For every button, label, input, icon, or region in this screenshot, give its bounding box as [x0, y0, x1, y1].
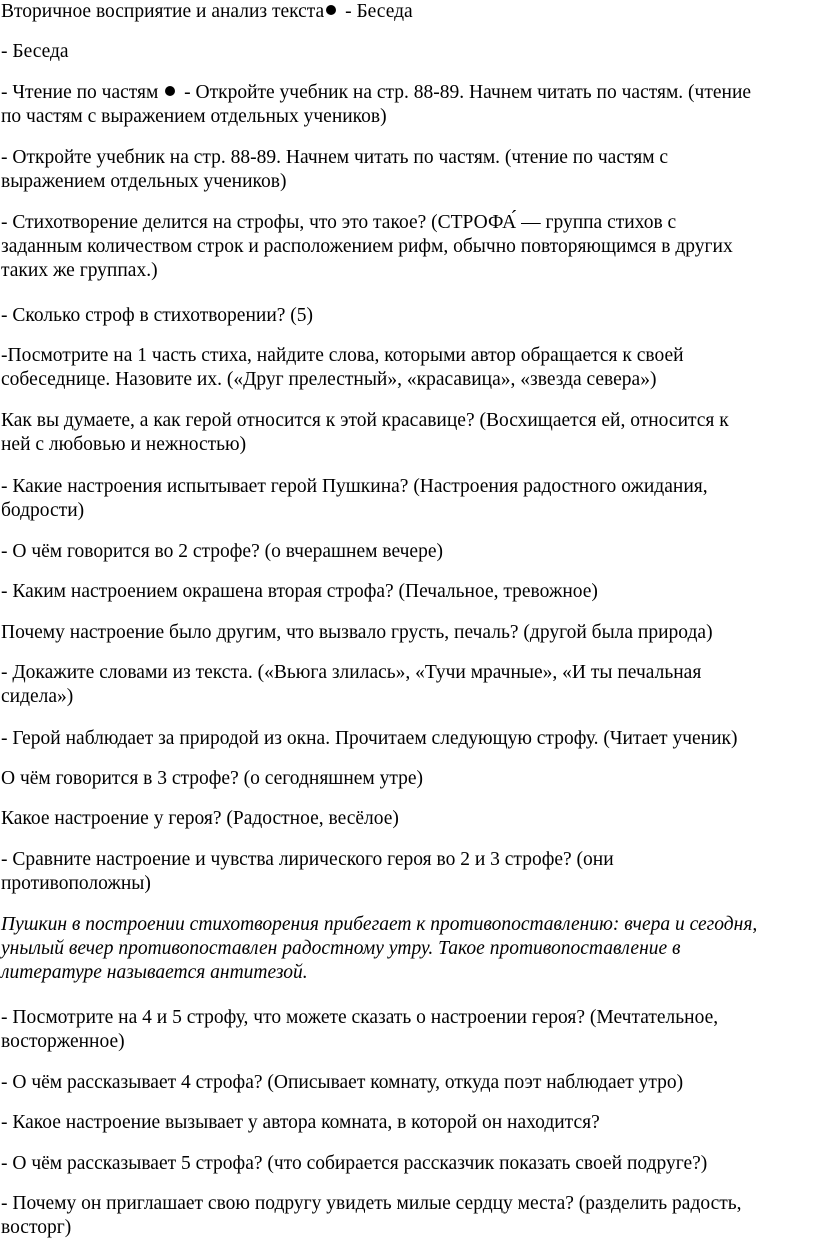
paragraph-line: собеседнице. Назовите их. («Друг прелестный», «красавица», «звезда севера»): [1, 369, 657, 390]
paragraph: [1, 807, 815, 831]
paragraph-line: выражением отдельных учеников): [1, 171, 287, 192]
paragraph: [1, 211, 815, 283]
paragraph-line: ней с любовью и нежностью): [1, 434, 247, 455]
paragraph-line: - Почему он приглашает свою подругу увидеть милые сердцу места? (разделить радость,: [1, 1193, 742, 1214]
paragraph-line: Почему настроение было другим, что вызвало грусть, печаль? (другой была природа): [1, 622, 713, 643]
paragraph: [1, 40, 815, 64]
italic-paragraph: [1, 913, 815, 985]
paragraph-line: - Докажите словами из текста. («Вьюга злилась», «Тучи мрачные», «И ты печальная: [1, 662, 702, 683]
paragraph-line: - Сколько строф в стихотворении? (5): [1, 305, 314, 326]
paragraph-line: Как вы думаете, а как герой относится к этой красавице? (Восхищается ей, относится к: [1, 410, 729, 431]
paragraph-line: литературе называется антитезой.: [1, 962, 308, 983]
paragraph: [1, 409, 815, 457]
paragraph: [1, 1071, 815, 1095]
paragraph: [1, 767, 815, 791]
paragraph: [1, 727, 815, 751]
paragraph: [1, 146, 815, 194]
paragraph-line: О чём говорится в 3 строфе? (о сегодняшнем утре): [1, 768, 424, 789]
paragraph-line: - О чём говорится во 2 строфе? (о вчерашнем вечере): [1, 541, 443, 562]
paragraph: [1, 621, 815, 645]
paragraph-line: сидела»): [1, 686, 74, 707]
paragraph: [1, 848, 815, 896]
paragraph-line: - Стихотворение делится на строфы, что это такое? (СТРОФА́ — группа стихов с: [1, 212, 677, 233]
paragraph-line: таких же группах.): [1, 260, 158, 281]
paragraph-line: бодрости): [1, 500, 85, 521]
paragraph: [1, 304, 815, 328]
paragraph: [1, 1006, 815, 1054]
paragraph-line: - Герой наблюдает за природой из окна. Прочитаем следующую строфу. (Читает ученик): [1, 728, 738, 749]
paragraph-line: Какое настроение у героя? (Радостное, весёлое): [1, 808, 399, 829]
paragraph-line: - Беседа: [1, 41, 69, 62]
bullet-icon: [326, 5, 336, 15]
paragraph: [1, 540, 815, 564]
paragraph-line: - Какое настроение вызывает у автора комната, в которой он находится?: [1, 1112, 600, 1133]
paragraph: [1, 1192, 815, 1240]
paragraph-line: - Какие настроения испытывает герой Пушкина? (Настроения радостного ожидания,: [1, 476, 708, 497]
paragraph: [1, 1152, 815, 1176]
paragraph-line: - Сравните настроение и чувства лирического героя во 2 и 3 строфе? (они: [1, 849, 614, 870]
paragraph-line: [1, 81, 815, 105]
paragraph-title: [1, 0, 815, 24]
paragraph-line: противоположны): [1, 873, 151, 894]
paragraph: [1, 81, 815, 129]
title-text: Вторичное восприятие и анализ текста: [1, 1, 325, 22]
paragraph-line: по частям с выражением отдельных учеников): [1, 106, 387, 127]
paragraph: [1, 580, 815, 604]
title-suffix: - Беседа: [340, 1, 413, 22]
paragraph: [1, 1111, 815, 1135]
paragraph-line: - Откройте учебник на стр. 88-89. Начнем читать по частям. (чтение по частям с: [1, 147, 669, 168]
paragraph-line: - О чём рассказывает 4 строфа? (Описывает комнату, откуда поэт наблюдает утро): [1, 1072, 684, 1093]
paragraph-line: - Посмотрите на 4 и 5 строфу, что можете сказать о настроении героя? (Мечтательное,: [1, 1007, 719, 1028]
paragraph: [1, 344, 815, 392]
paragraph-line: восторженное): [1, 1031, 125, 1052]
paragraph: [1, 661, 815, 709]
paragraph-line: -Посмотрите на 1 часть стиха, найдите слова, которыми автор обращается к своей: [1, 345, 684, 366]
paragraph-text: - Чтение по частям: [1, 82, 164, 103]
paragraph-line: - Каким настроением окрашена вторая строфа? (Печальное, тревожное): [1, 581, 598, 602]
paragraph-line: унылый вечер противопоставлен радостному утру. Такое противопоставление в: [1, 938, 681, 959]
paragraph-line: - О чём рассказывает 5 строфа? (что собирается рассказчик показать своей подруге?): [1, 1153, 708, 1174]
paragraph-text: - Откройте учебник на стр. 88-89. Начнем читать по частям. (чтение: [179, 82, 752, 103]
paragraph: [1, 475, 815, 523]
bullet-icon: [165, 86, 175, 96]
paragraph-line: [1, 0, 815, 24]
paragraph-line: восторг): [1, 1217, 72, 1238]
paragraph-line: заданным количеством строк и расположением рифм, обычно повторяющимся в других: [1, 236, 733, 257]
paragraph-line: Пушкин в построении стихотворения прибегает к противопоставлению: вчера и сегодня,: [1, 914, 758, 935]
